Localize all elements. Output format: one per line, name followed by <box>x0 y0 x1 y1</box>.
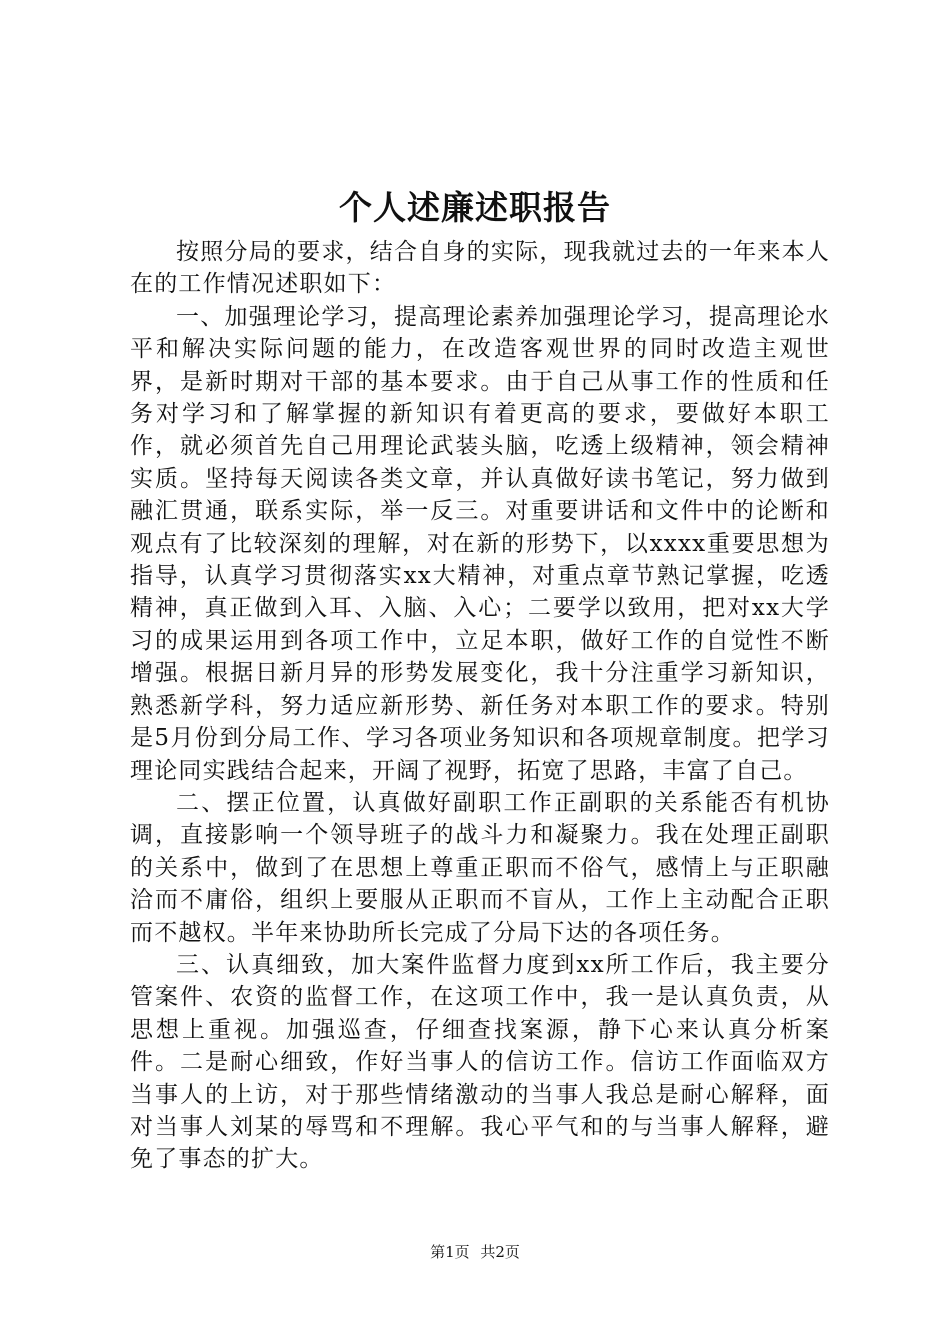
document-body <box>130 236 830 1176</box>
page-total: 共2页 <box>480 1243 520 1261</box>
paragraph-section-1: 一、加强理论学习，提高理论素养加强理论学习，提高理论水平和解决实际问题的能力，在改造客观世界的同时改造主观世界，是新时期对干部的基本要求。由于自己从事工作的性质和任务对学习和了解掌握的新知识有着更高的要求，要做好本职工作，就必须首先自己用理论武装头脑，吃透上级精神，领会精神实质。坚持每天阅读各类文章，并认真做好读书笔记，努力做到融汇贯通，联系实际，举一反三。对重要讲话和文件中的论断和观点有了比较深刻的理解，对在新的形势下，以xxxx重要思想为指导，认真学习贯彻落实xx大精神，对重点章节熟记掌握，吃透精神，真正做到入耳、入脑、入心；二要学以致用，把对xx大学习的成果运用到各项工作中，立足本职，做好工作的自觉性不断增强。根据日新月异的形势发展变化，我十分注重学习新知识，熟悉新学科，努力适应新形势、新任务对本职工作的要求。特别是5月份到分局工作、学习各项业务知识和各项规章制度。把学习理论同实践结合起来，开阔了视野，拓宽了思路，丰富了自己。 <box>130 303 830 784</box>
document-title: 个人述廉述职报告 <box>339 188 611 227</box>
paragraph-intro: 按照分局的要求，结合自身的实际，现我就过去的一年来本人在的工作情况述职如下： <box>130 239 830 298</box>
paragraph-section-2: 二、摆正位置，认真做好副职工作正副职的关系能否有机协调，直接影响一个领导班子的战斗力和凝聚力。我在处理正副职的关系中，做到了在思想上尊重正职而不俗气，感情上与正职融洽而不庸俗，组织上要服从正职而不盲从，工作上主动配合正职而不越权。半年来协助所长完成了分局下达的各项任务。 <box>130 789 830 946</box>
page-number: 第1页 <box>430 1243 470 1261</box>
page-footer <box>0 1240 950 1264</box>
paragraph-section-3: 三、认真细致，加大案件监督力度到xx所工作后，我主要分管案件、农资的监督工作，在这项工作中，我一是认真负责，从思想上重视。加强巡查，仔细查找案源，静下心来认真分析案件。二是耐心细致，作好当事人的信访工作。信访工作面临双方当事人的上访，对于那些情绪激动的当事人我总是耐心解释，面对当事人刘某的辱骂和不理解。我心平气和的与当事人解释，避免了事态的扩大。 <box>130 951 830 1173</box>
